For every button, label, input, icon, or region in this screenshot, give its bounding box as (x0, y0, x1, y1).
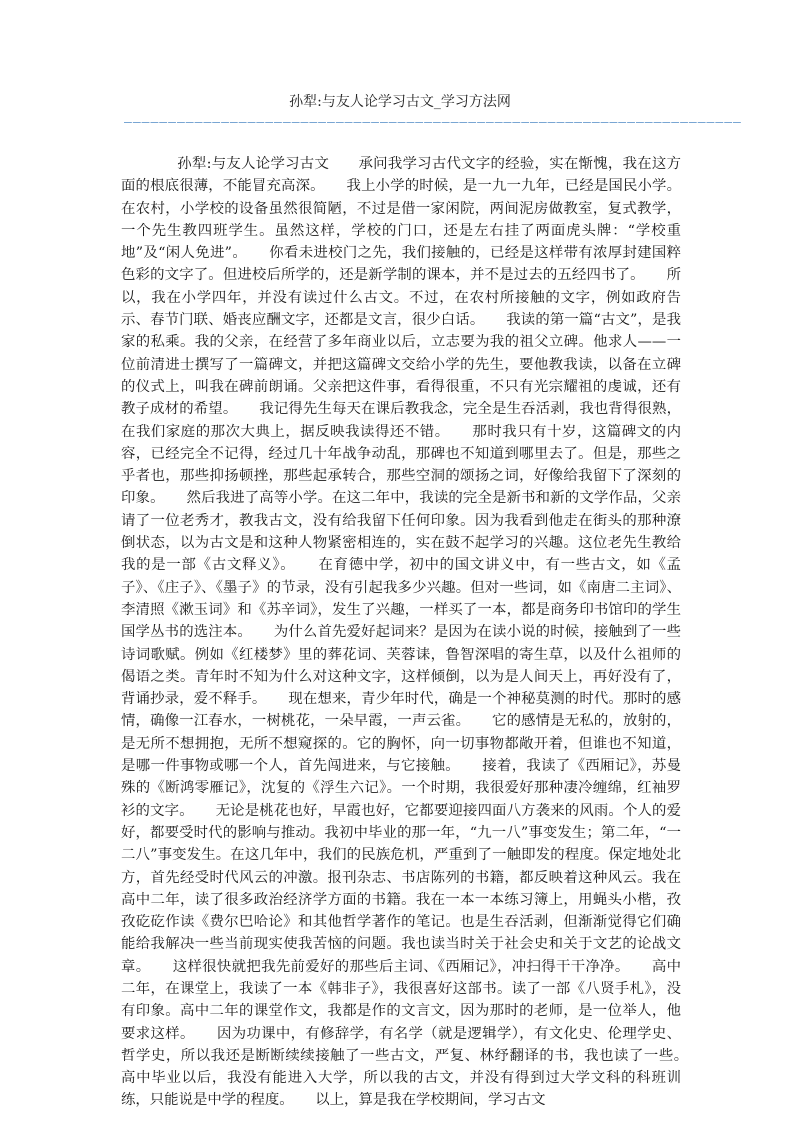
document-title: 孙犁:与友人论学习古文_学习方法网 (289, 94, 511, 110)
title-underline-rule: —————————————————————————————————————————————————————————————————————— (124, 115, 742, 130)
article-body-text: 孙犁:与友人论学习古文 承问我学习古代文字的经验，实在惭愧，我在这方面的根底很薄，不能冒充高深。 我上小学的时候，是一九一九年，已经是国民小学。在农村，小学校的设备虽然很简陋，不过是借一家闲院，两间泥房做教室，复式教学，一个先生教四班学生。虽然这样，学校的门口，还是左右挂了两面虎头牌：“学校重地”及“闲人免进”。 你看未进校门之先，我们接触的，已经是这样带有浓厚封建国粹色彩的文字了。但进校后所学的，还是新学制的课本，并不是过去的五经四书了。 所以，我在小学四年，并没有读过什么古文。不过，在农村所接触的文字，例如政府告示、春节门联、婚丧应酬文字，还都是文言，很少白话。 我读的第一篇“古文”，是我家的私乘。我的父亲，在经营了多年商业以后，立志要为我的祖父立碑。他求人——一位前清进士撰写了一篇碑文，并把这篇碑文交给小学的先生，要他教我读，以备在立碑的仪式上，叫我在碑前朗诵。父亲把这件事，看得很重，不只有光宗耀祖的虔诚，还有教子成材的希望。 我记得先生每天在课后教我念，完全是生吞活剥，我也背得很熟，在我们家庭的那次大典上，据反映我读得还不错。 那时我只有十岁，这篇碑文的内容，已经完全不记得，经过几十年战争动乱，那碑也不知道到哪里去了。但是，那些之乎者也，那些抑扬顿挫，那些起承转合，那些空洞的颂扬之词，好像给我留下了深刻的印象。 然后我进了高等小学。在这二年中，我读的完全是新书和新的文学作品，父亲请了一位老秀才，教我古文，没有给我留下任何印象。因为我看到他走在街头的那种潦倒状态，以为古文是和这种人物紧密相连的，实在鼓不起学习的兴趣。这位老先生教给我的是一部《古文释义》。 在育德中学，初中的国文讲义中，有一些古文，如《孟子》、《庄子》、《墨子》的节录，没有引起我多少兴趣。但对一些词，如《南唐二主词》、李清照《漱玉词》和《苏辛词》，发生了兴趣，一样买了一本，都是商务印书馆印的学生国学丛书的选注本。 为什么首先爱好起词来？是因为在读小说的时候，接触到了一些诗词歌赋。例如《红楼梦》里的葬花词、芙蓉诔，鲁智深唱的寄生草，以及什么祖师的偈语之类。青年时不知为什么对这种文字，这样倾倒，以为是人间天上，再好没有了，背诵抄录，爱不释手。 现在想来，青少年时代，确是一个神秘莫测的时代。那时的感情，确像一江春水，一树桃花，一朵早霞，一声云雀。 它的感情是无私的，放射的，是无所不想拥抱，无所不想窥探的。它的胸怀，向一切事物都敞开着，但谁也不知道，是哪一件事物或哪一个人，首先闯进来，与它接触。 接着，我读了《西厢记》，苏曼殊的《断鸿零雁记》，沈复的《浮生六记》。一个时期，我很爱好那种凄冷缠绵，红袖罗衫的文字。 无论是桃花也好，早霞也好，它都要迎接四面八方袭来的风雨。个人的爱好，都要受时代的影响与推动。我初中毕业的那一年，“九一八”事变发生；第二年，“一二八”事变发生。在这几年中，我们的民族危机，严重到了一触即发的程度。保定地处北方，首先经受时代风云的冲激。报刊杂志、书店陈列的书籍，都反映着这种风云。我在高中二年，读了很多政治经济学方面的书籍。我在一本一本练习簿上，用蝇头小楷，孜孜矻矻作读《费尔巴哈论》和其他哲学著作的笔记。也是生吞活剥，但渐渐觉得它们确能给我解决一些当前现实使我苦恼的问题。我也读当时关于社会史和关于文艺的论战文章。 这样很快就把我先前爱好的那些后主词、《西厢记》，冲扫得干干净净。 高中二年，在课堂上，我读了一本《韩非子》，我很喜好这部书。读了一部《八贤手札》，没有印象。高中二年的课堂作文，我都是作的文言文，因为那时的老师，是一位举人，他要求这样。 因为功课中，有修辞学，有名学（就是逻辑学），有文化史、伦理学史、哲学史，所以我还是断断续续接触了一些古文，严复、林纾翻译的书，我也读了一些。 高中毕业以后，我没有能进入大学，所以我的古文，并没有得到过大学文科的科班训练，只能说是中学的程度。 以上，算是我在学校期间，学习古文 (121, 156, 710, 1109)
article-body (121, 153, 710, 1112)
